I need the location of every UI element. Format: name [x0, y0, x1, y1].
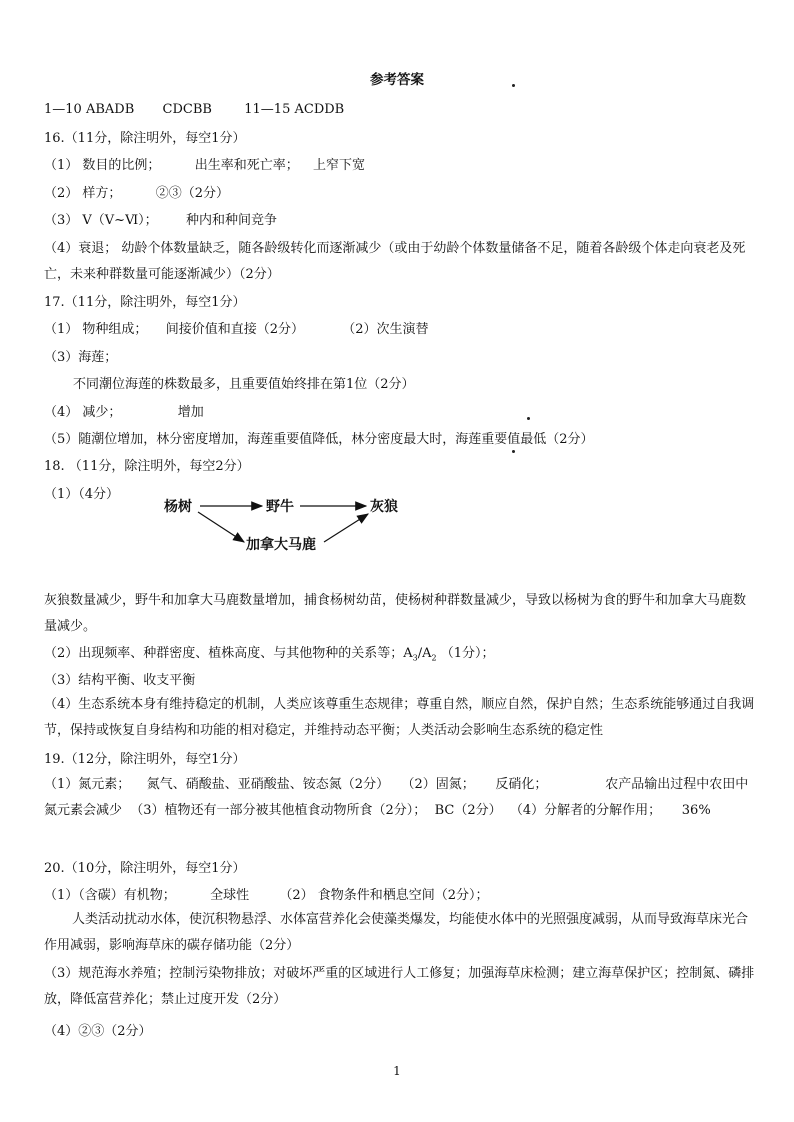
q20-1c: （2） 食物条件和栖息空间（2分）； — [279, 888, 489, 903]
mc-answers — [44, 101, 344, 119]
q20-paragraph: 人类活动扰动水体，使沉积物悬浮、水体富营养化会使藻类爆发，均能使水体中的光照强度减弱，从而导致海草床光合作用减弱，影响海草床的碳存储功能（2分） — [44, 912, 749, 953]
q18-line-2 — [44, 645, 495, 668]
q18-line-4: （4）生态系统本身有维持稳定的机制，人类应该尊重生态规律；尊重自然，顺应自然，保护自然；生态系统能够通过自我调节，保持或恢复自身结构和功能的相对稳定，并维持动态平衡；人类活动会影响生态系统的稳定性 — [44, 697, 755, 738]
q16-1c: 上窄下宽 — [312, 158, 365, 173]
mc-answers-11-15: 11—15 ACDDB — [244, 102, 345, 117]
q17-line-4 — [44, 404, 204, 422]
q20-1a: （1）（含碳）有机物； — [44, 888, 176, 903]
q16-2b: ②③（2分） — [155, 186, 229, 201]
scan-speck — [527, 417, 530, 420]
q18-2a: （2）出现频率、种群密度、植株高度、与其他物种的关系等；A — [44, 646, 413, 661]
q19-heading: 19.（12分，除注明外，每空1分） — [44, 752, 246, 767]
q18-2end: （1分）； — [440, 646, 495, 661]
q16-3b: 种内和种间竞争 — [185, 213, 277, 228]
q18-line-1: （1）（4分） — [44, 487, 120, 502]
q20-line-4: （4）②③（2分） — [44, 1024, 152, 1039]
q19-body: （1）氮元素； 氮气、硝酸盐、亚硝酸盐、铵态氮（2分） （2）固氮； 反硝化； 农产品输出过程中农田中氮元素会减少 （3）植物还有一部分被其他植食动物所食（2分）； BC（2分） （4）分解者的分解作用； 36% — [44, 777, 749, 818]
q17-heading: 17.（11分，除注明外，每空1分） — [44, 295, 246, 310]
q16-1a: （1） 数目的比例； — [44, 158, 161, 173]
q20-1b: 全球性 — [210, 888, 250, 903]
arrow-yangshu-maluhu — [198, 512, 244, 542]
node-maluhu: 加拿大马鹿 — [246, 537, 316, 553]
q20-heading: 20.（10分，除注明外，每空1分） — [44, 861, 246, 876]
q18-2-sub2: 2 — [431, 653, 437, 663]
q17-1a: （1） 物种组成； — [44, 322, 148, 337]
q17-line-3a: （3）海莲； — [44, 350, 118, 365]
scan-speck — [512, 84, 515, 87]
q20-line-3: （3）规范海水养殖；控制污染物排放；对破坏严重的区域进行人工修复；加强海草床检测；建立海草保护区；控制氮、磷排放，降低富营养化；禁止过度开发（2分） — [44, 966, 755, 1007]
q20-line-1 — [44, 887, 489, 905]
q16-line-1 — [44, 157, 365, 175]
page-title: 参考答案 — [370, 72, 424, 88]
q18-2mid: /A — [417, 646, 432, 661]
q17-1c: （2）次生演替 — [342, 322, 429, 337]
q18-line-3: （3）结构平衡、收支平衡 — [44, 673, 196, 688]
mc-answers-1-10: 1—10 ABADB — [44, 102, 135, 117]
q16-1b: 出生率和死亡率； — [194, 158, 299, 173]
q18-paragraph: 灰狼数量减少，野牛和加拿大马鹿数量增加，捕食杨树幼苗，使杨树种群数量减少，导致以杨树为食的野牛和加拿大马鹿数量减少。 — [44, 593, 747, 634]
page-number: 1 — [393, 1064, 401, 1078]
q17-4b: 增加 — [177, 405, 204, 420]
arrow-maluhu-huilang — [324, 514, 368, 542]
q17-line-5: （5）随潮位增加，林分密度增加，海莲重要值降低，林分密度最大时，海莲重要值最低（2分） — [44, 432, 594, 447]
scan-speck — [512, 450, 515, 453]
node-yangshu: 杨树 — [164, 499, 192, 515]
q16-heading: 16.（11分，除注明外，每空1分） — [44, 131, 246, 146]
q17-1b: 间接价值和直接（2分） — [165, 322, 304, 337]
food-web-diagram — [0, 490, 794, 570]
q17-line-3b: 不同潮位海莲的株数最多，且重要值始终排在第1位（2分） — [73, 377, 415, 392]
node-huilang: 灰狼 — [370, 499, 398, 515]
q17-line-1 — [44, 321, 429, 339]
node-yeniu: 野牛 — [266, 499, 294, 515]
q18-heading: 18. （11分，除注明外，每空2分） — [44, 459, 250, 474]
q17-4a: （4） 减少； — [44, 405, 122, 420]
q16-line-2 — [44, 185, 229, 203]
mc-answers-6-10: CDCBB — [162, 102, 212, 117]
q18-2-sub1: 3 — [412, 653, 418, 663]
q16-3a: （3） Ⅴ（Ⅴ~Ⅵ）； — [44, 213, 158, 228]
q16-2a: （2） 样方； — [44, 186, 122, 201]
q16-line-4: （4）衰退； 幼龄个体数量缺乏，随各龄级转化而逐渐减少（或由于幼龄个体数量储备不足，随着各龄级个体走向衰老及死亡，未来种群数量可能逐渐减少）（2分） — [44, 241, 746, 282]
q16-line-3 — [44, 212, 277, 230]
